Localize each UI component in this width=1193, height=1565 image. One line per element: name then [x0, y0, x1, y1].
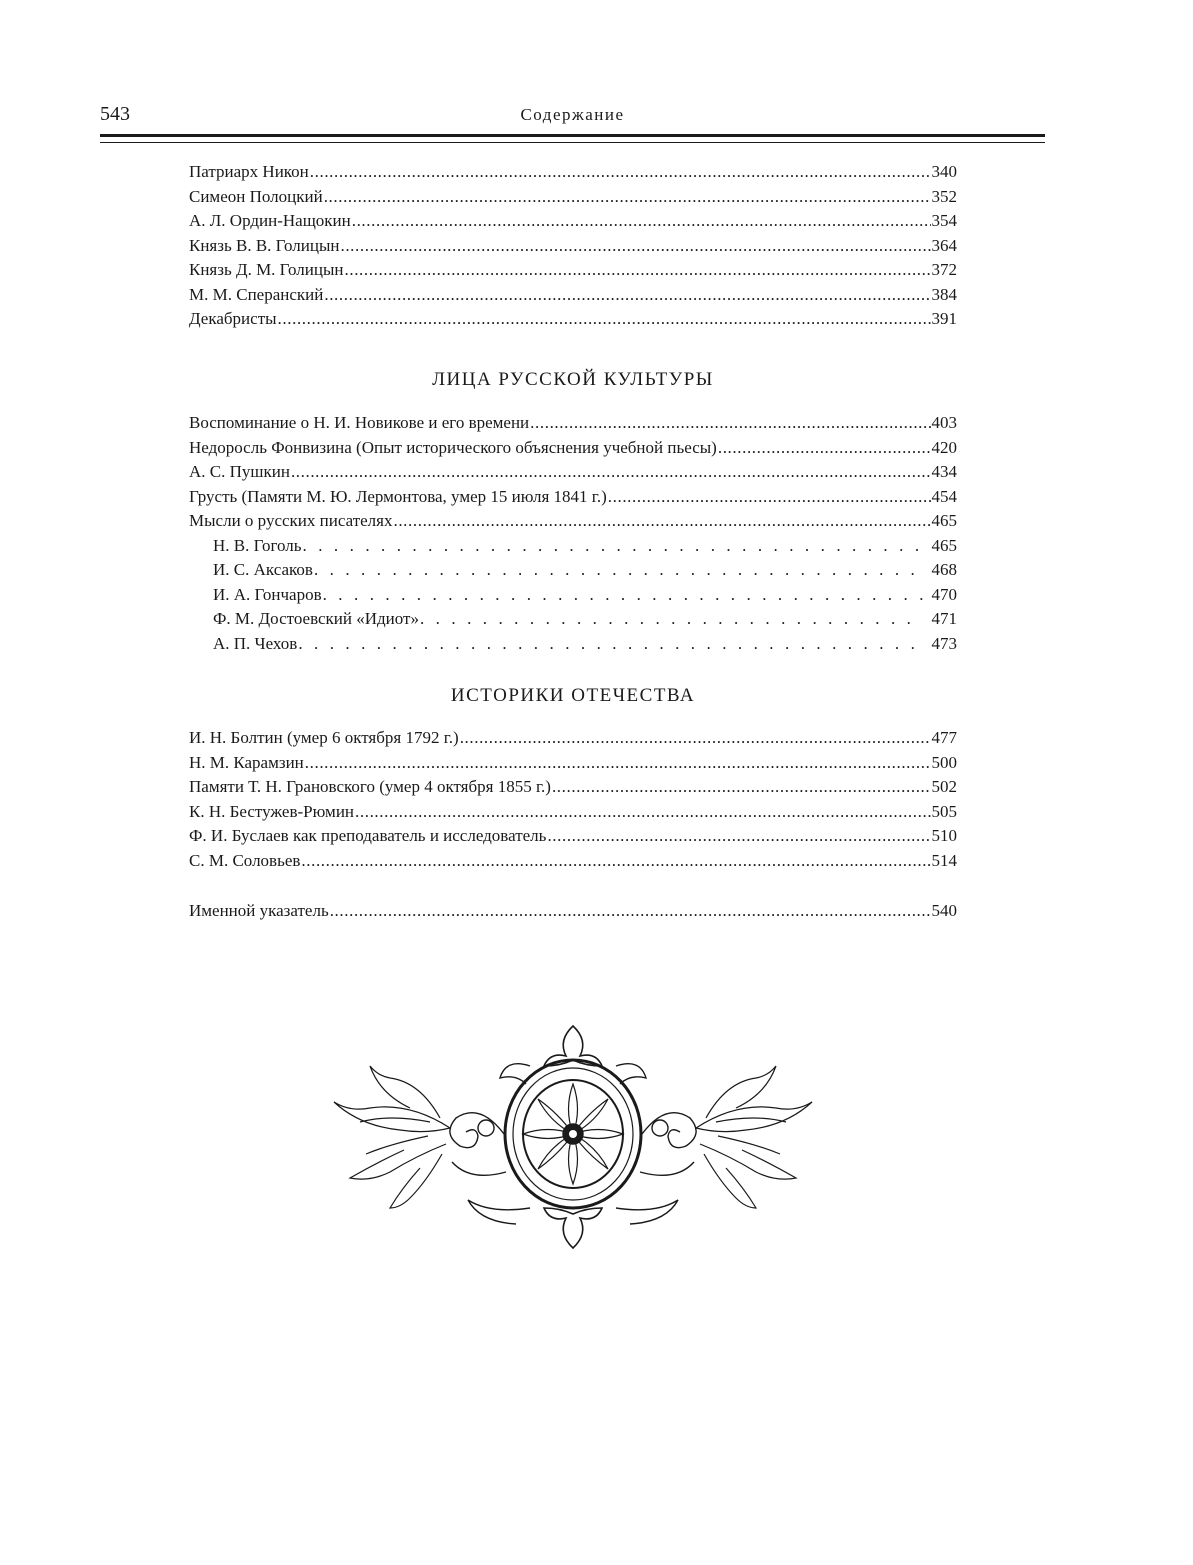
toc-entry[interactable]: К. Н. Бестужев-Рюмин ..... 505 — [189, 800, 957, 825]
toc-entry[interactable]: Симеон Полоцкий ..... 352 — [189, 185, 957, 210]
toc-historians-list — [189, 726, 957, 873]
toc-entry[interactable]: Декабристы ..... 391 — [189, 307, 957, 332]
toc-entry[interactable]: И. Н. Болтин (умер 6 октября 1792 г.) ..... 477 — [189, 726, 957, 751]
toc-entry[interactable]: Недоросль Фонвизина (Опыт исторического объяснения учебной пьесы) ..... 420 — [189, 436, 957, 461]
toc-culture-list — [189, 411, 957, 656]
toc-entry[interactable]: Патриарх Никон ..... 340 — [189, 160, 957, 185]
toc-entry[interactable]: Ф. И. Буслаев как преподаватель и исследователь ..... 510 — [189, 824, 957, 849]
toc-entry[interactable]: А. Л. Ордин-Нащокин ..... 354 — [189, 209, 957, 234]
toc-top-list — [189, 160, 957, 332]
section-heading-historians: ИСТОРИКИ ОТЕЧЕСТВА — [450, 685, 696, 706]
header-rule-thin — [100, 142, 1045, 143]
toc-entry[interactable]: Князь Д. М. Голицын ..... 372 — [189, 258, 957, 283]
toc-subentry[interactable]: Ф. М. Достоевский «Идиот» . . . 471 — [189, 607, 957, 632]
toc-entry[interactable]: Воспоминание о Н. И. Новикове и его времени ..... 403 — [189, 411, 957, 436]
toc-subentry[interactable]: И. С. Аксаков . . . 468 — [189, 558, 957, 583]
decorative-ornament — [330, 1022, 816, 1252]
toc-entry-index[interactable]: Именной указатель ..... 540 — [189, 899, 957, 924]
header-rule-thick — [100, 134, 1045, 137]
toc-entry[interactable]: Грусть (Памяти М. Ю. Лермонтова, умер 15 июля 1841 г.) ..... 454 — [189, 485, 957, 510]
toc-index-list — [189, 899, 957, 924]
toc-subentry[interactable]: А. П. Чехов . . . 473 — [189, 632, 957, 657]
toc-entry[interactable]: Н. М. Карамзин ..... 500 — [189, 751, 957, 776]
toc-entry[interactable]: С. М. Соловьев ..... 514 — [189, 849, 957, 874]
running-title: Содержание — [520, 105, 625, 124]
toc-entry[interactable]: А. С. Пушкин ..... 434 — [189, 460, 957, 485]
page-header — [100, 103, 1045, 129]
toc-entry[interactable]: Князь В. В. Голицын ..... 364 — [189, 234, 957, 259]
page-number: 543 — [100, 103, 130, 125]
toc-entry[interactable]: Памяти Т. Н. Грановского (умер 4 октября 1855 г.) ..... 502 — [189, 775, 957, 800]
section-heading-culture: ЛИЦА РУССКОЙ КУЛЬТУРЫ — [432, 369, 714, 390]
toc-entry[interactable]: М. М. Сперанский ..... 384 — [189, 283, 957, 308]
toc-subentry[interactable]: Н. В. Гоголь . . . 465 — [189, 534, 957, 559]
toc-subentry[interactable]: И. А. Гончаров . . . 470 — [189, 583, 957, 608]
toc-entry[interactable]: Мысли о русских писателях ..... 465 — [189, 509, 957, 534]
